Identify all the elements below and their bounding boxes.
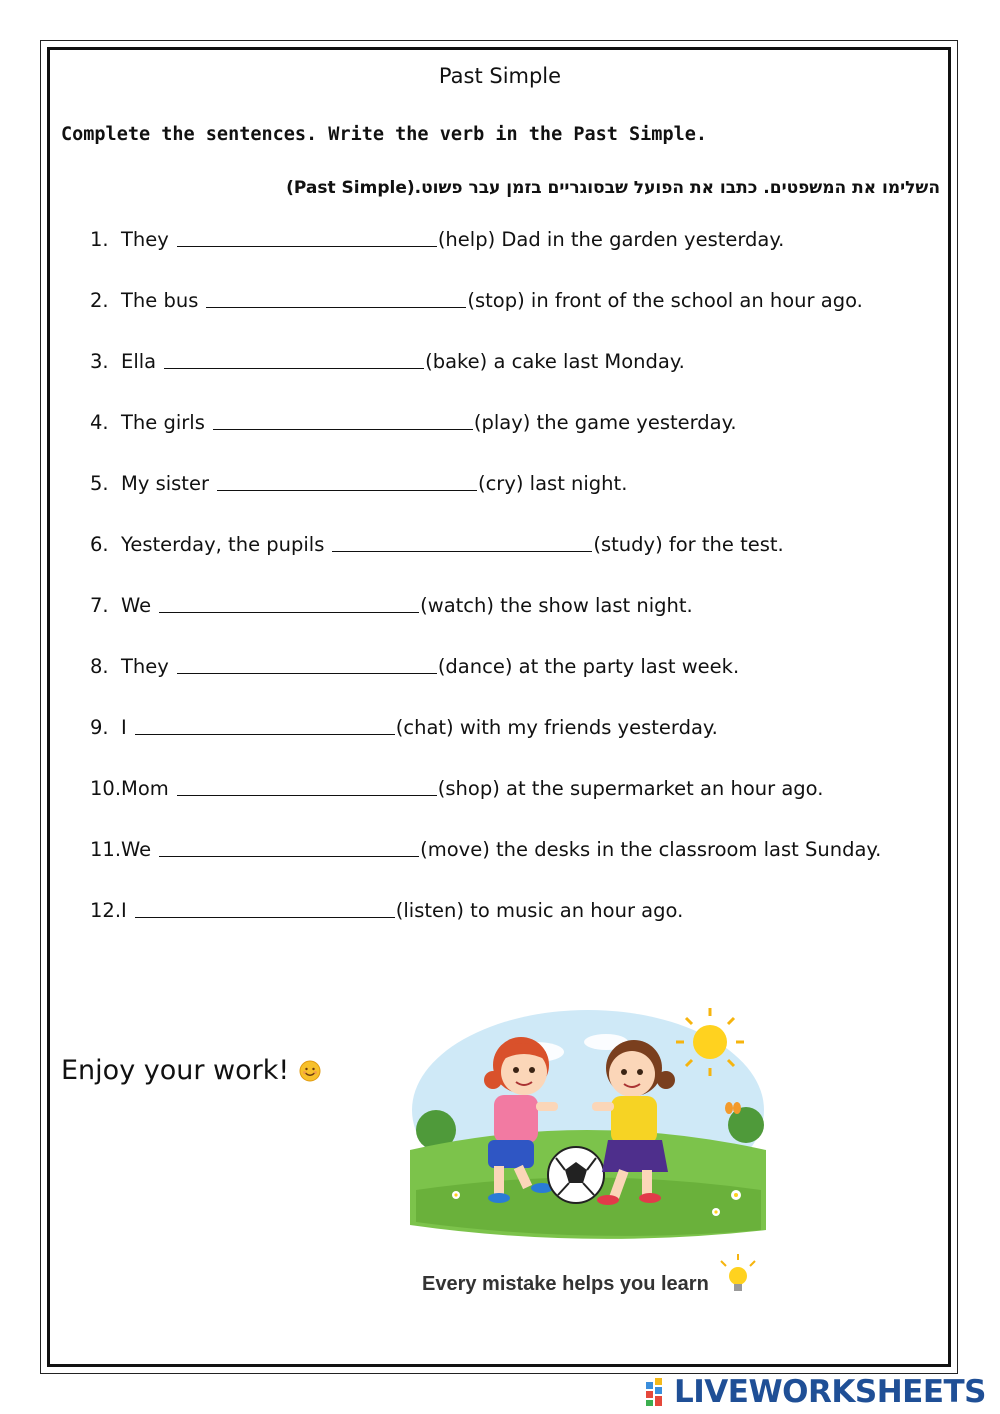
- illustration-caption: Every mistake helps you learn: [422, 1273, 709, 1295]
- answer-blank[interactable]: [332, 533, 592, 552]
- question-subject: We: [121, 594, 152, 617]
- question-item: [90, 777, 881, 838]
- question-item: [90, 594, 881, 655]
- question-number: 4.: [90, 411, 109, 434]
- question-prompt: (chat) with my friends yesterday.: [395, 716, 718, 739]
- closing-message: [61, 1055, 321, 1086]
- closing-text: Enjoy your work!: [61, 1055, 290, 1086]
- answer-blank[interactable]: [217, 472, 477, 491]
- children-soccer-illustration: [396, 990, 780, 1316]
- question-number: 9.: [90, 716, 109, 739]
- question-subject: I: [121, 716, 127, 739]
- question-number: 3.: [90, 350, 109, 373]
- worksheet-title: Past Simple: [438, 64, 562, 88]
- question-item: [90, 838, 881, 899]
- question-prompt: (stop) in front of the school an hour ago.: [467, 289, 863, 312]
- question-number: 11.: [90, 838, 122, 861]
- question-subject: The bus: [121, 289, 199, 312]
- liveworksheets-logo-icon: [646, 1378, 670, 1406]
- answer-blank[interactable]: [206, 289, 466, 308]
- answer-blank[interactable]: [213, 411, 473, 430]
- brand-text: LIVEWORKSHEETS: [674, 1374, 986, 1410]
- question-subject: Yesterday, the pupils: [121, 533, 325, 556]
- question-prompt: (study) for the test.: [593, 533, 784, 556]
- instructions-english: Complete the sentences. Write the verb in the Past Simple.: [61, 124, 708, 145]
- question-item: [90, 350, 881, 411]
- question-number: 5.: [90, 472, 109, 495]
- question-item: [90, 655, 881, 716]
- smiley-icon: [299, 1060, 321, 1082]
- question-prompt: (dance) at the party last week.: [437, 655, 740, 678]
- question-prompt: (help) Dad in the garden yesterday.: [437, 228, 785, 251]
- question-item: [90, 472, 881, 533]
- question-subject: We: [121, 838, 152, 861]
- question-item: [90, 228, 881, 289]
- question-number: 12.: [90, 899, 122, 922]
- answer-blank[interactable]: [177, 655, 437, 674]
- question-item: [90, 533, 881, 594]
- question-number: 6.: [90, 533, 109, 556]
- answer-blank[interactable]: [177, 777, 437, 796]
- answer-blank[interactable]: [177, 228, 437, 247]
- instructions-hebrew: השלימו את המשפטים. כתבו את הפועל שבסוגריים בזמן עבר פשוט.(Past Simple): [286, 178, 940, 198]
- question-number: 7.: [90, 594, 109, 617]
- question-subject: They: [121, 655, 169, 678]
- question-subject: Ella: [121, 350, 157, 373]
- answer-blank[interactable]: [159, 594, 419, 613]
- answer-blank[interactable]: [164, 350, 424, 369]
- question-subject: They: [121, 228, 169, 251]
- brand-logo: [646, 1374, 986, 1410]
- question-prompt: (play) the game yesterday.: [473, 411, 737, 434]
- question-subject: I: [121, 899, 127, 922]
- question-number: 1.: [90, 228, 109, 251]
- answer-blank[interactable]: [159, 838, 419, 857]
- question-number: 10.: [90, 777, 122, 800]
- question-prompt: (listen) to music an hour ago.: [395, 899, 684, 922]
- question-item: [90, 716, 881, 777]
- question-item: [90, 899, 881, 960]
- question-item: [90, 289, 881, 350]
- question-list: [90, 228, 881, 960]
- question-item: [90, 411, 881, 472]
- question-prompt: (watch) the show last night.: [420, 594, 693, 617]
- question-number: 8.: [90, 655, 109, 678]
- question-subject: My sister: [121, 472, 209, 495]
- lightbulb-icon: [721, 1254, 755, 1291]
- question-number: 2.: [90, 289, 109, 312]
- soccer-ball-icon: [548, 1147, 604, 1203]
- question-prompt: (cry) last night.: [477, 472, 628, 495]
- answer-blank[interactable]: [135, 716, 395, 735]
- question-subject: The girls: [121, 411, 205, 434]
- question-prompt: (bake) a cake last Monday.: [425, 350, 685, 373]
- question-prompt: (move) the desks in the classroom last Sunday.: [420, 838, 882, 861]
- question-subject: Mom: [121, 777, 169, 800]
- question-prompt: (shop) at the supermarket an hour ago.: [437, 777, 824, 800]
- answer-blank[interactable]: [135, 899, 395, 918]
